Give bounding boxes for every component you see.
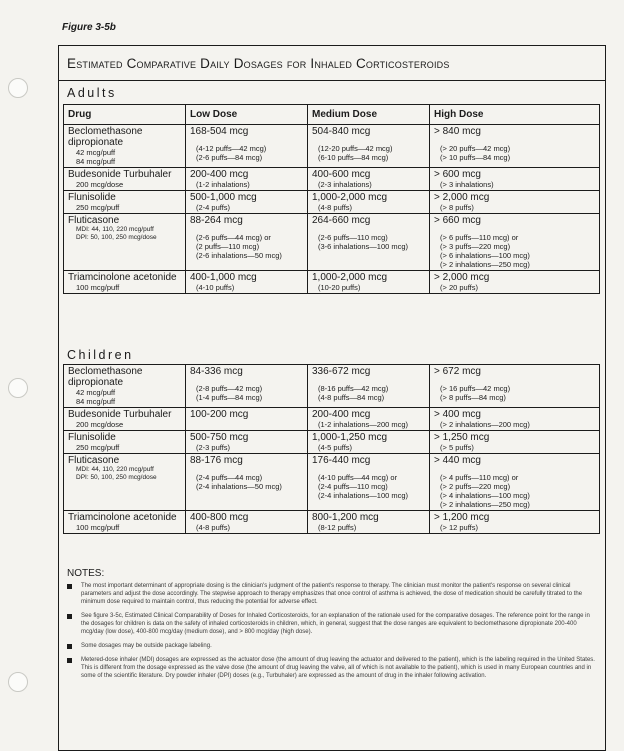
med-dose-detail: (4-5 puffs) xyxy=(318,443,353,452)
med-dose-detail: (12-20 puffs—42 mcg) xyxy=(318,144,393,153)
high-dose-detail: (> 8 puffs) xyxy=(440,203,474,212)
high-dose-value: > 840 mcg xyxy=(434,126,481,137)
low-dose-detail: (4-12 puffs—42 mcg) xyxy=(196,144,267,153)
med-dose-detail: (4-8 puffs—84 mcg) xyxy=(318,393,385,402)
med-dose-detail: (1-2 inhalations—200 mcg) xyxy=(318,420,409,429)
med-dose-cell xyxy=(308,431,430,454)
med-dose-value: 264-660 mcg xyxy=(312,215,371,226)
med-dose-detail: (10-20 puffs) xyxy=(318,283,361,292)
page-title: Estimated Comparative Daily Dosages for Inhaled Corticosteroids xyxy=(67,56,450,71)
med-dose-detail: (3-6 inhalations—100 mcg) xyxy=(318,242,409,251)
high-dose-value: > 2,000 mcg xyxy=(434,192,490,203)
note-item xyxy=(67,582,597,606)
low-dose-detail: (2-6 puffs—44 mcg) or xyxy=(196,233,271,242)
med-dose-value: 1,000-2,000 mcg xyxy=(312,192,388,203)
spacer xyxy=(312,137,425,144)
children-table-body xyxy=(64,365,600,534)
high-dose-detail: (> 12 puffs) xyxy=(440,523,479,532)
high-dose-detail: (> 3 puffs—220 mcg) xyxy=(440,242,511,251)
low-dose-detail: (2-3 puffs) xyxy=(196,443,231,452)
high-dose-detail: (> 8 puffs—84 mcg) xyxy=(440,393,506,402)
med-dose-cell xyxy=(308,454,430,511)
note-text: Metered-dose inhaler (MDI) dosages are expressed as the actuator dose (the amount of drug leaving the actuator and delivered to the patient), which is the labeling required in the United States. This is different from the dosage expressed as the valve dose (the amount of drug leaving the valve, all of which is not available to the patient), which is used in many European countries and in some of the scientific literature. Dry powder inhaler (DPI) doses (e.g., Turbuhaler) are expressed as the amount of drug in the inhaler following activation. xyxy=(81,657,595,679)
med-dose-cell xyxy=(308,408,430,431)
drug-cell xyxy=(64,214,186,271)
table-row xyxy=(64,431,600,454)
drug-cell xyxy=(64,125,186,168)
high-dose-value: > 440 mcg xyxy=(434,455,481,466)
low-dose-detail: (2 puffs—110 mcg) xyxy=(196,242,260,251)
adults-dosage-table xyxy=(63,104,600,294)
med-dose-value: 800-1,200 mcg xyxy=(312,512,379,523)
low-dose-value: 168-504 mcg xyxy=(190,126,249,137)
header-row xyxy=(64,105,600,125)
high-dose-value: > 2,000 mcg xyxy=(434,272,490,283)
med-dose-detail: (2-3 inhalations) xyxy=(318,180,372,189)
low-dose-value: 400-1,000 mcg xyxy=(190,272,257,283)
high-dose-detail: (> 3 inhalations) xyxy=(440,180,494,189)
spacer xyxy=(190,377,303,384)
binder-hole-middle xyxy=(8,378,28,398)
note-item xyxy=(67,612,597,636)
med-dose-value: 336-672 mcg xyxy=(312,366,371,377)
low-dose-cell xyxy=(186,125,308,168)
drug-strength: 200 mcg/dose xyxy=(76,180,124,189)
spacer xyxy=(434,137,595,144)
document-frame xyxy=(58,45,606,751)
low-dose-value: 500-750 mcg xyxy=(190,432,249,443)
med-dose-cell xyxy=(308,214,430,271)
low-dose-cell xyxy=(186,191,308,214)
note-item xyxy=(67,656,597,680)
drug-name: Beclomethasone xyxy=(68,126,143,137)
header-high-dose: High Dose xyxy=(430,105,600,125)
low-dose-value: 100-200 mcg xyxy=(190,409,249,420)
med-dose-detail: (4-8 puffs) xyxy=(318,203,353,212)
children-dosage-table xyxy=(63,364,600,534)
low-dose-value: 88-176 mcg xyxy=(190,455,243,466)
spacer xyxy=(434,466,595,473)
low-dose-detail: (2-8 puffs—42 mcg) xyxy=(196,384,263,393)
section-children-label: Children xyxy=(67,348,134,362)
low-dose-cell xyxy=(186,168,308,191)
high-dose-cell xyxy=(430,214,600,271)
bullet-square xyxy=(67,644,72,649)
high-dose-detail: (> 16 puffs—42 mcg) xyxy=(440,384,511,393)
high-dose-cell xyxy=(430,408,600,431)
drug-cell xyxy=(64,271,186,294)
high-dose-detail: (> 6 inhalations—100 mcg) xyxy=(440,251,530,260)
spacer xyxy=(312,377,425,384)
drug-name: Triamcinolone acetonide xyxy=(68,272,177,283)
low-dose-cell xyxy=(186,408,308,431)
header-medium-dose: Medium Dose xyxy=(308,105,430,125)
drug-name: Fluticasone xyxy=(68,215,120,226)
table-row xyxy=(64,214,600,271)
spacer xyxy=(190,466,303,473)
table-row xyxy=(64,271,600,294)
high-dose-detail: (> 2 puffs—220 mcg) xyxy=(440,482,511,491)
drug-name: Fluticasone xyxy=(68,455,120,466)
spacer xyxy=(190,137,303,144)
low-dose-detail: (2-6 inhalations—50 mcg) xyxy=(196,251,282,260)
med-dose-cell xyxy=(308,125,430,168)
med-dose-detail: (2-4 inhalations—100 mcg) xyxy=(318,491,409,500)
low-dose-cell xyxy=(186,454,308,511)
med-dose-cell xyxy=(308,168,430,191)
med-dose-detail: (8-12 puffs) xyxy=(318,523,357,532)
high-dose-detail: (> 20 puffs) xyxy=(440,283,479,292)
table-row xyxy=(64,191,600,214)
drug-name: Triamcinolone acetonide xyxy=(68,512,177,523)
med-dose-value: 1,000-1,250 mcg xyxy=(312,432,388,443)
drug-strength: 200 mcg/dose xyxy=(76,420,124,429)
high-dose-value: > 1,250 mcg xyxy=(434,432,490,443)
section-adults-label: Adults xyxy=(67,86,117,100)
med-dose-detail: (8-16 puffs—42 mcg) xyxy=(318,384,389,393)
title-divider xyxy=(59,80,605,81)
spacer xyxy=(190,226,303,233)
table-row xyxy=(64,365,600,408)
high-dose-cell xyxy=(430,365,600,408)
high-dose-value: > 672 mcg xyxy=(434,366,481,377)
med-dose-value: 200-400 mcg xyxy=(312,409,371,420)
high-dose-value: > 400 mcg xyxy=(434,409,481,420)
drug-strength: 100 mcg/puff xyxy=(76,523,120,532)
drug-cell xyxy=(64,191,186,214)
drug-name: dipropionate xyxy=(68,137,124,148)
high-dose-value: > 600 mcg xyxy=(434,169,481,180)
med-dose-cell xyxy=(308,511,430,534)
drug-strength: DPI: 50, 100, 250 mcg/dose xyxy=(76,474,157,481)
med-dose-detail: (2-4 puffs—110 mcg) xyxy=(318,482,388,491)
high-dose-detail: (> 2 inhalations—200 mcg) xyxy=(440,420,530,429)
drug-name: dipropionate xyxy=(68,377,124,388)
high-dose-cell xyxy=(430,168,600,191)
header-drug: Drug xyxy=(64,105,186,125)
drug-cell xyxy=(64,431,186,454)
spacer xyxy=(434,226,595,233)
med-dose-cell xyxy=(308,191,430,214)
drug-strength: 42 mcg/puff xyxy=(76,148,116,157)
low-dose-cell xyxy=(186,214,308,271)
low-dose-cell xyxy=(186,271,308,294)
low-dose-cell xyxy=(186,431,308,454)
drug-strength: 100 mcg/puff xyxy=(76,283,120,292)
med-dose-value: 400-600 mcg xyxy=(312,169,371,180)
med-dose-value: 176-440 mcg xyxy=(312,455,371,466)
high-dose-cell xyxy=(430,191,600,214)
low-dose-detail: (1-2 inhalations) xyxy=(196,180,250,189)
note-item xyxy=(67,642,597,650)
bullet-square xyxy=(67,614,72,619)
drug-strength: MDI: 44, 110, 220 mcg/puff xyxy=(76,466,154,473)
drug-cell xyxy=(64,408,186,431)
drug-strength: 42 mcg/puff xyxy=(76,388,116,397)
note-text: Some dosages may be outside package labeling. xyxy=(81,643,212,649)
low-dose-value: 500-1,000 mcg xyxy=(190,192,257,203)
spacer xyxy=(312,226,425,233)
low-dose-detail: (1-4 puffs—84 mcg) xyxy=(196,393,263,402)
high-dose-detail: (> 4 puffs—110 mcg) or xyxy=(440,473,519,482)
high-dose-cell xyxy=(430,271,600,294)
drug-cell xyxy=(64,454,186,511)
high-dose-cell xyxy=(430,125,600,168)
drug-name: Flunisolide xyxy=(68,192,116,203)
high-dose-cell xyxy=(430,431,600,454)
spacer xyxy=(434,377,595,384)
high-dose-detail: (> 4 inhalations—100 mcg) xyxy=(440,491,530,500)
high-dose-detail: (> 20 puffs—42 mcg) xyxy=(440,144,511,153)
low-dose-detail: (2-4 puffs) xyxy=(196,203,231,212)
high-dose-value: > 660 mcg xyxy=(434,215,481,226)
notes-section xyxy=(67,570,597,686)
table-row xyxy=(64,168,600,191)
drug-strength: 84 mcg/puff xyxy=(76,157,116,166)
med-dose-detail: (4-10 puffs—44 mcg) or xyxy=(318,473,398,482)
figure-label: Figure 3-5b xyxy=(62,22,116,33)
high-dose-detail: (> 5 puffs) xyxy=(440,443,474,452)
low-dose-detail: (2-4 puffs—44 mcg) xyxy=(196,473,263,482)
table-row xyxy=(64,408,600,431)
drug-name: Beclomethasone xyxy=(68,366,143,377)
drug-cell xyxy=(64,511,186,534)
drug-cell xyxy=(64,365,186,408)
high-dose-detail: (> 2 inhalations—250 mcg) xyxy=(440,500,530,509)
low-dose-value: 84-336 mcg xyxy=(190,366,243,377)
med-dose-detail: (2-6 puffs—110 mcg) xyxy=(318,233,388,242)
med-dose-value: 504-840 mcg xyxy=(312,126,371,137)
high-dose-cell xyxy=(430,511,600,534)
bullet-square xyxy=(67,584,72,589)
low-dose-detail: (2-4 inhalations—50 mcg) xyxy=(196,482,282,491)
table-row xyxy=(64,454,600,511)
drug-strength: 250 mcg/puff xyxy=(76,203,120,212)
high-dose-detail: (> 2 inhalations—250 mcg) xyxy=(440,260,530,269)
low-dose-value: 200-400 mcg xyxy=(190,169,249,180)
low-dose-detail: (2-6 puffs—84 mcg) xyxy=(196,153,263,162)
drug-strength: MDI: 44, 110, 220 mcg/puff xyxy=(76,226,154,233)
high-dose-value: > 1,200 mcg xyxy=(434,512,490,523)
drug-name: Flunisolide xyxy=(68,432,116,443)
notes-title: NOTES: xyxy=(67,568,105,579)
spacer xyxy=(312,466,425,473)
med-dose-detail: (6-10 puffs—84 mcg) xyxy=(318,153,389,162)
drug-strength: 84 mcg/puff xyxy=(76,397,116,406)
note-text: The most important determinant of appropriate dosing is the clinician's judgment of the patient's response to therapy. The clinician must monitor the patient's response on several clinical parameters and adjust the dose accordingly. The stepwise approach to therapy emphasizes that once control of asthma is achieved, the dose of medication should be carefully titrated to the minimum dose required to maintain control, thus reducing the potential for adverse effect. xyxy=(81,583,583,605)
table-row xyxy=(64,511,600,534)
low-dose-detail: (4-8 puffs) xyxy=(196,523,231,532)
binder-hole-bottom xyxy=(8,672,28,692)
high-dose-cell xyxy=(430,454,600,511)
adults-table-body xyxy=(64,125,600,294)
note-text: See figure 3-5c, Estimated Clinical Comparability of Doses for Inhaled Corticosteroids, for an explanation of the rationale used for the comparative dosages. The reference point for the range in the dosages for children is data on the safety of inhaled corticosteroids in children, which, in general, suggest that the dose ranges are equivalent to beclomethasone dipropionate 200-400 mcg/day (low dose), 400-800 mcg/day (medium dose), and > 800 mcg/day (high dose). xyxy=(81,613,590,635)
low-dose-detail: (4-10 puffs) xyxy=(196,283,235,292)
drug-strength: 250 mcg/puff xyxy=(76,443,120,452)
low-dose-value: 88-264 mcg xyxy=(190,215,243,226)
med-dose-cell xyxy=(308,365,430,408)
header-low-dose: Low Dose xyxy=(186,105,308,125)
drug-cell xyxy=(64,168,186,191)
bullet-square xyxy=(67,658,72,663)
low-dose-cell xyxy=(186,511,308,534)
low-dose-cell xyxy=(186,365,308,408)
notes-list xyxy=(67,582,597,680)
high-dose-detail: (> 10 puffs—84 mcg) xyxy=(440,153,511,162)
med-dose-cell xyxy=(308,271,430,294)
drug-name: Budesonide Turbuhaler xyxy=(68,409,172,420)
drug-strength: DPI: 50, 100, 250 mcg/dose xyxy=(76,234,157,241)
high-dose-detail: (> 6 puffs—110 mcg) or xyxy=(440,233,519,242)
drug-name: Budesonide Turbuhaler xyxy=(68,169,172,180)
low-dose-value: 400-800 mcg xyxy=(190,512,249,523)
med-dose-value: 1,000-2,000 mcg xyxy=(312,272,388,283)
binder-hole-top xyxy=(8,78,28,98)
table-row xyxy=(64,125,600,168)
